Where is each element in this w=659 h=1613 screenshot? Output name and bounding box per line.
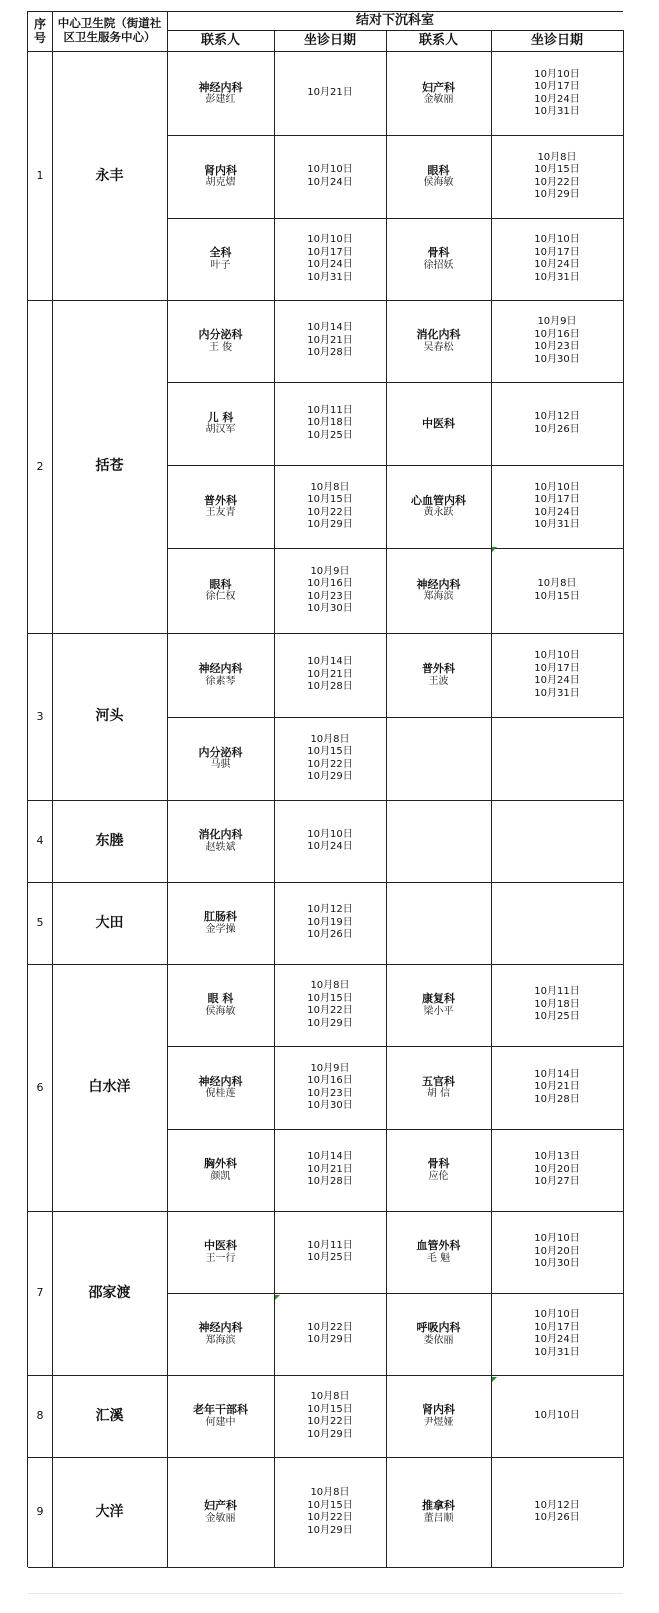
- dept-cell-left: [167, 1211, 274, 1293]
- center-name: 汇溪: [95, 1407, 124, 1424]
- grid-v-line: [386, 30, 387, 1567]
- center-name: 白水洋: [88, 1079, 131, 1096]
- dept-cell-right: [386, 1457, 491, 1567]
- center-name: 括苍: [95, 458, 124, 475]
- seq-number: 4: [36, 834, 44, 848]
- seq-number: 3: [36, 709, 44, 723]
- date-cell-right: [491, 717, 623, 800]
- contact-person: 何建中: [205, 1416, 236, 1428]
- dept-cell-right: [386, 882, 491, 964]
- contact-person: 彭建红: [205, 94, 236, 106]
- grid-h-line: [28, 11, 623, 12]
- date-cell-left: 10月10日 10月24日: [307, 828, 353, 852]
- center-name: 邵家渡: [88, 1284, 131, 1301]
- contact-person: 侯海敏: [423, 177, 454, 189]
- date-cell-right: 10月10日 10月17日 10月24日 10月31日: [534, 481, 580, 530]
- grid-v-line: [623, 30, 624, 1567]
- contact-person: 王一行: [205, 1252, 236, 1264]
- contact-person: 叶子: [210, 259, 231, 271]
- date-cell-right: [491, 800, 623, 882]
- department-name: 骨科: [427, 1157, 450, 1171]
- date-cell-left: 10月9日 10月16日 10月23日 10月30日: [307, 565, 353, 614]
- dept-cell-left: [167, 135, 274, 218]
- contact-person: 胡克熠: [205, 177, 236, 189]
- dept-cell-right: [386, 300, 491, 382]
- date-cell-left: 10月14日 10月21日 10月28日: [307, 322, 353, 359]
- header-contact-1: 联系人: [200, 32, 240, 48]
- contact-person: 赵轶斌: [205, 841, 236, 853]
- date-cell-right: 10月10日 10月20日 10月30日: [534, 1233, 580, 1270]
- contact-person: 徐招妖: [423, 259, 454, 271]
- dept-cell-left: [167, 300, 274, 382]
- grid-v-line: [274, 30, 275, 1567]
- department-name: 内分泌科: [198, 328, 243, 342]
- date-cell-right: 10月11日 10月18日 10月25日: [534, 986, 580, 1023]
- department-name: 血管外科: [416, 1239, 461, 1253]
- date-cell-right: 10月10日 10月17日 10月24日 10月31日: [534, 68, 580, 117]
- seq-number: 6: [36, 1080, 44, 1094]
- department-name: 骨科: [427, 246, 450, 260]
- date-cell-left: 10月8日 10月15日 10月22日 10月29日: [307, 1487, 353, 1536]
- grid-v-line: [491, 30, 492, 1567]
- cell-marker-icon: [492, 1377, 497, 1382]
- department-name: 中医科: [204, 1239, 237, 1253]
- dept-cell-left: [167, 52, 274, 135]
- dept-cell-right: [386, 1211, 491, 1293]
- center-name: 东塍: [95, 832, 124, 849]
- center-name: 大田: [95, 914, 124, 931]
- department-name: 肾内科: [422, 1403, 455, 1417]
- contact-person: 应伦: [428, 1170, 449, 1182]
- date-cell-right: 10月8日 10月15日: [534, 578, 580, 602]
- date-cell-left: 10月8日 10月15日 10月22日 10月29日: [307, 481, 353, 530]
- date-cell-left: 10月14日 10月21日 10月28日: [307, 656, 353, 693]
- department-name: 肛肠科: [204, 910, 237, 924]
- date-cell-left: 10月8日 10月15日 10月22日 10月29日: [307, 980, 353, 1029]
- dept-cell-left: [167, 964, 274, 1046]
- date-cell-left: 10月10日 10月17日 10月24日 10月31日: [307, 234, 353, 283]
- contact-person: 梁小平: [423, 1005, 454, 1017]
- date-cell-left: 10月10日 10月24日: [307, 164, 353, 188]
- dept-cell-left: [167, 1375, 274, 1457]
- center-name: 河头: [95, 708, 124, 725]
- date-cell-right: 10月8日 10月15日 10月22日 10月29日: [534, 151, 580, 200]
- center-name: 大洋: [95, 1503, 124, 1520]
- contact-person: 马骐: [210, 759, 231, 771]
- dept-cell-left: [167, 633, 274, 717]
- dept-cell-left: [167, 1293, 274, 1375]
- department-name: 胸外科: [204, 1157, 237, 1171]
- date-cell-left: 10月9日 10月16日 10月23日 10月30日: [307, 1062, 353, 1111]
- cell-marker-icon: [492, 547, 497, 552]
- date-cell-left: 10月14日 10月21日 10月28日: [307, 1151, 353, 1188]
- dept-cell-right: [386, 548, 491, 633]
- dept-cell-right: [386, 1293, 491, 1375]
- dept-cell-right: [386, 800, 491, 882]
- department-name: 眼科: [427, 163, 450, 177]
- contact-person: 胡 信: [426, 1088, 451, 1100]
- dept-cell-left: [167, 465, 274, 548]
- date-cell-right: 10月12日 10月26日: [534, 1499, 580, 1523]
- date-cell-left: 10月11日 10月18日 10月25日: [307, 404, 353, 441]
- contact-person: 徐仁权: [205, 591, 236, 603]
- dept-cell-left: [167, 548, 274, 633]
- dept-cell-left: [167, 382, 274, 465]
- date-cell-right: 10月10日 10月17日 10月24日 10月31日: [534, 650, 580, 699]
- date-cell-left: 10月11日 10月25日: [307, 1239, 353, 1263]
- dept-cell-right: [386, 1375, 491, 1457]
- department-name: 眼科: [209, 577, 232, 591]
- dept-cell-right: [386, 52, 491, 135]
- seq-number: 7: [36, 1286, 44, 1300]
- header-contact-2: 联系人: [418, 32, 458, 48]
- contact-person: 侯海敏: [205, 1005, 236, 1017]
- department-name: 眼 科: [207, 992, 234, 1006]
- contact-person: 郑海滨: [423, 591, 454, 603]
- date-cell-right: 10月13日 10月20日 10月27日: [534, 1151, 580, 1188]
- department-name: 心血管内科: [411, 493, 466, 507]
- header-date-2: 坐诊日期: [530, 32, 583, 48]
- dept-cell-right: [386, 382, 491, 465]
- dept-cell-right: [386, 1129, 491, 1211]
- department-name: 儿 科: [207, 410, 234, 424]
- department-name: 老年干部科: [193, 1403, 248, 1417]
- dept-cell-right: [386, 717, 491, 800]
- dept-cell-left: [167, 882, 274, 964]
- department-name: 五官科: [422, 1074, 455, 1088]
- contact-person: 王波: [428, 675, 449, 687]
- contact-person: 毛 魁: [426, 1252, 451, 1264]
- grid-v-line: [27, 11, 28, 1567]
- grid-v-line: [167, 11, 168, 1567]
- contact-person: 金敏丽: [205, 1512, 236, 1524]
- department-name: 消化内科: [198, 828, 243, 842]
- department-name: 呼吸内科: [416, 1321, 461, 1335]
- contact-person: 金敏丽: [423, 94, 454, 106]
- department-name: 普外科: [422, 662, 455, 676]
- grid-h-line: [167, 30, 623, 31]
- dept-cell-right: [386, 964, 491, 1046]
- contact-person: 娄依丽: [423, 1334, 454, 1346]
- contact-person: 尹煜娅: [423, 1416, 454, 1428]
- contact-person: 郑海滨: [205, 1334, 236, 1346]
- seq-number: 2: [36, 459, 44, 473]
- date-cell-right: 10月9日 10月16日 10月23日 10月30日: [534, 316, 580, 365]
- date-cell-right: 10月14日 10月21日 10月28日: [534, 1068, 580, 1105]
- date-cell-left: 10月22日 10月29日: [307, 1321, 353, 1345]
- empty-grid-line: [28, 1593, 623, 1594]
- date-cell-left: 10月8日 10月15日 10月22日 10月29日: [307, 1391, 353, 1440]
- header-center: 中心卫生院（街道社 区卫生服务中心）: [57, 16, 162, 44]
- contact-person: 王 俊: [208, 341, 233, 353]
- grid-h-line: [28, 1567, 623, 1568]
- department-name: 推拿科: [422, 1499, 455, 1513]
- department-name: 神经内科: [198, 80, 243, 94]
- contact-person: 吴春松: [423, 341, 454, 353]
- date-cell-right: 10月10日: [534, 1409, 580, 1421]
- dept-cell-right: [386, 135, 491, 218]
- department-name: 全科: [209, 246, 232, 260]
- department-name: 内分泌科: [198, 745, 243, 759]
- department-name: 康复科: [422, 992, 455, 1006]
- dept-cell-left: [167, 1457, 274, 1567]
- dept-cell-left: [167, 717, 274, 800]
- department-name: 妇产科: [204, 1499, 237, 1513]
- contact-person: 倪桂莲: [205, 1088, 236, 1100]
- dept-cell-right: [386, 218, 491, 300]
- dept-cell-left: [167, 800, 274, 882]
- contact-person: 颜凯: [210, 1170, 231, 1182]
- date-cell-right: 10月12日 10月26日: [534, 411, 580, 435]
- contact-person: 董吕顺: [423, 1512, 454, 1524]
- department-name: 神经内科: [198, 662, 243, 676]
- dept-cell-right: [386, 633, 491, 717]
- department-name: 肾内科: [204, 163, 237, 177]
- dept-cell-right: [386, 465, 491, 548]
- date-cell-right: 10月10日 10月17日 10月24日 10月31日: [534, 234, 580, 283]
- cell-marker-icon: [275, 1295, 280, 1300]
- contact-person: 徐素琴: [205, 675, 236, 687]
- contact-person: 王友青: [205, 507, 236, 519]
- header-group: 结对下沉科室: [355, 12, 434, 28]
- department-name: 中医科: [422, 416, 455, 430]
- department-name: 消化内科: [416, 328, 461, 342]
- date-cell-right: 10月10日 10月17日 10月24日 10月31日: [534, 1309, 580, 1358]
- dept-cell-right: [386, 1046, 491, 1129]
- department-name: 神经内科: [416, 577, 461, 591]
- department-name: 神经内科: [198, 1321, 243, 1335]
- contact-person: 金学操: [205, 923, 236, 935]
- date-cell-right: [491, 882, 623, 964]
- date-cell-left: 10月21日: [307, 87, 353, 99]
- date-cell-left: 10月8日 10月15日 10月22日 10月29日: [307, 733, 353, 782]
- department-name: 神经内科: [198, 1074, 243, 1088]
- header-seq: 序 号: [33, 16, 46, 45]
- dept-cell-left: [167, 1129, 274, 1211]
- contact-person: 胡汉军: [205, 424, 236, 436]
- seq-number: 1: [36, 169, 44, 183]
- grid-v-line: [52, 11, 53, 1567]
- seq-number: 5: [36, 916, 44, 930]
- seq-number: 9: [36, 1505, 44, 1519]
- department-name: 妇产科: [422, 80, 455, 94]
- date-cell-left: 10月12日 10月19日 10月26日: [307, 904, 353, 941]
- seq-number: 8: [36, 1409, 44, 1423]
- department-name: 普外科: [204, 493, 237, 507]
- dept-cell-left: [167, 1046, 274, 1129]
- header-date-1: 坐诊日期: [303, 32, 356, 48]
- dept-cell-left: [167, 218, 274, 300]
- center-name: 永丰: [95, 167, 124, 184]
- contact-person: 黄永跃: [423, 507, 454, 519]
